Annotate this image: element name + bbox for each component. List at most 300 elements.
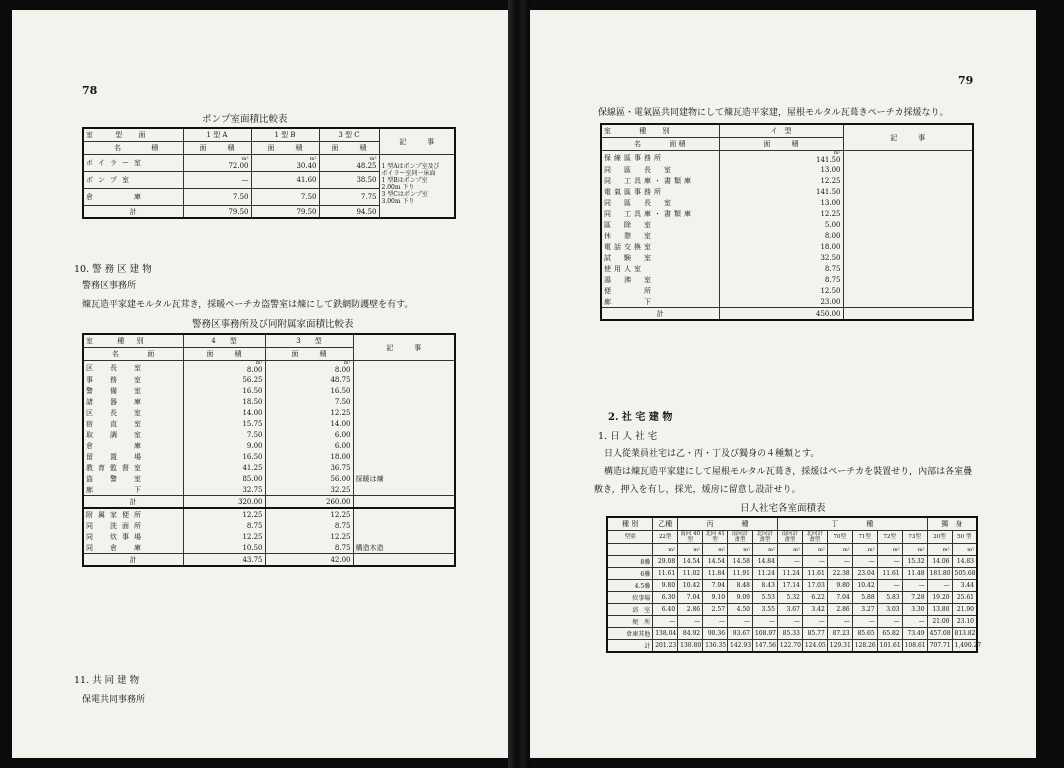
note: 構造木造	[353, 542, 455, 554]
page-number: 78	[82, 84, 98, 97]
value: —	[777, 616, 802, 628]
value: 11.24	[777, 568, 802, 580]
value: 56.00	[265, 473, 353, 484]
value: 11.61	[653, 568, 678, 580]
col-type3: 3 型	[265, 334, 353, 348]
unit: m²	[927, 544, 952, 556]
value: 43.75	[183, 554, 265, 567]
corner-cell	[83, 128, 183, 142]
unit: m²	[902, 544, 927, 556]
value: 141.50	[816, 187, 841, 196]
value: 18.50	[183, 396, 265, 407]
value: 10.50	[183, 542, 265, 554]
value-cell	[719, 151, 843, 165]
value: 130.80	[678, 640, 703, 653]
value: —	[827, 556, 852, 568]
note	[353, 451, 455, 462]
room-name: 休 憩 室	[601, 230, 719, 241]
value: 7.50	[265, 396, 353, 407]
page-number: 79	[958, 74, 974, 87]
total-label: 計	[83, 554, 183, 567]
value: —	[877, 616, 902, 628]
type-header: 南向 40型	[678, 531, 703, 544]
unit: m²	[852, 544, 877, 556]
value: 21.90	[952, 604, 977, 616]
value: 3.55	[752, 604, 777, 616]
value: 8.43	[752, 580, 777, 592]
value: 10.42	[852, 580, 877, 592]
value: 14.06	[927, 556, 952, 568]
value-cell	[183, 155, 251, 172]
value: 11.02	[678, 568, 703, 580]
value: 7.28	[902, 592, 927, 604]
col-type-i: イ 型	[719, 124, 843, 138]
note	[843, 263, 973, 274]
corner-cell	[601, 124, 719, 138]
note	[843, 151, 973, 165]
unit: m²	[827, 544, 852, 556]
value: 7.50	[183, 429, 265, 440]
corner-room: 室	[86, 337, 93, 345]
note	[353, 520, 455, 531]
value: 23.00	[820, 297, 841, 306]
col-notes: 記 事	[379, 128, 455, 155]
room-name: 同 工具庫・書類庫	[601, 175, 719, 186]
value-cell	[719, 175, 843, 186]
value: 8.75	[183, 520, 265, 531]
value: 7.94	[703, 580, 728, 592]
corner-betsu: 別	[136, 337, 144, 345]
note	[353, 396, 455, 407]
group-header: 獨 身	[927, 517, 977, 531]
value: 2.86	[678, 604, 703, 616]
value: 7.50	[251, 189, 319, 206]
room-name: ポンプ室	[83, 172, 183, 189]
room-name: 宿 直 室	[83, 418, 183, 429]
value: 124.05	[802, 640, 827, 653]
value: 23.10	[952, 616, 977, 628]
value: 6.40	[653, 604, 678, 616]
value-cell	[719, 197, 843, 208]
corner-kind: 種	[639, 127, 647, 135]
value: 12.25	[183, 531, 265, 542]
intro-text: 保線區・電氣區共同建物にして煉瓦造平家建，屋根モルタル瓦葺きペーチカ採煖なり。	[598, 108, 949, 118]
note	[843, 296, 973, 308]
value: 101.61	[877, 640, 902, 653]
note	[353, 418, 455, 429]
value: 12.25	[820, 176, 841, 185]
value: 48.75	[265, 374, 353, 385]
note	[353, 554, 455, 567]
value: 3.44	[952, 580, 977, 592]
value-cell	[719, 252, 843, 263]
value: 181.80	[927, 568, 952, 580]
value: 16.50	[265, 385, 353, 396]
group-header: 丙 種	[678, 517, 778, 531]
note	[353, 484, 455, 496]
right-page	[530, 10, 1036, 758]
value: 6.30	[653, 592, 678, 604]
value-cell	[183, 361, 265, 375]
corner-cell-2	[83, 348, 183, 361]
section-heading: 11. 共 同 建 物	[74, 675, 140, 686]
note	[843, 164, 973, 175]
section-heading: 2. 社 宅 建 物	[608, 412, 673, 423]
value: 14.00	[265, 418, 353, 429]
value: 260.00	[265, 496, 353, 509]
value-cell	[719, 274, 843, 285]
value: 12.50	[820, 286, 841, 295]
room-name: 浴 室	[607, 604, 653, 616]
note	[353, 407, 455, 418]
value: 3.42	[802, 604, 827, 616]
type-header: 20型	[927, 531, 952, 544]
housing-table-title: 日人社宅各室面積表	[740, 503, 826, 514]
value: 10.42	[678, 580, 703, 592]
col-1b: 1 型 B	[251, 128, 319, 142]
value: 11.91	[728, 568, 753, 580]
note	[843, 274, 973, 285]
type-header: 南向計畫型	[777, 531, 802, 544]
value: 29.08	[653, 556, 678, 568]
value: 23.04	[852, 568, 877, 580]
area-label: 面 積	[183, 348, 265, 361]
col-1a: 1 型 A	[183, 128, 251, 142]
value: —	[902, 580, 927, 592]
room-name: 諸 器 庫	[83, 396, 183, 407]
value: 138.04	[653, 628, 678, 640]
corner-seki: 積	[678, 140, 686, 148]
unit: m²	[833, 150, 841, 156]
value: 85.00	[183, 473, 265, 484]
type-header: 北向計畫型	[752, 531, 777, 544]
section-subheading: 警務区事務所	[82, 281, 137, 291]
value: 12.25	[820, 209, 841, 218]
value: 9.80	[653, 580, 678, 592]
value: 11.24	[752, 568, 777, 580]
value: 14.58	[728, 556, 753, 568]
value: 25.61	[952, 592, 977, 604]
total-value: 79.50	[251, 206, 319, 219]
value: 13.00	[820, 165, 841, 174]
value: 6.00	[265, 440, 353, 451]
value: 32.50	[820, 253, 841, 262]
type-header: 70型	[827, 531, 852, 544]
paragraph-line: 構造は煉瓦造平家建にして屋根モルタル瓦葺き，採煖はペーチカを裝置せり，內部は各室疊	[604, 467, 973, 477]
pump-table-title: ポンプ室面積比較表	[202, 114, 288, 125]
value-cell	[719, 308, 843, 321]
value: 5.83	[877, 592, 902, 604]
value: 87.23	[827, 628, 852, 640]
room-name: 附属家便所	[83, 508, 183, 520]
value: 11.84	[703, 568, 728, 580]
value: 14.54	[678, 556, 703, 568]
room-name: 倉 庫	[83, 189, 183, 206]
value: 14.83	[952, 556, 977, 568]
corner-men: 面	[147, 350, 155, 358]
room-name: 區 除 室	[601, 219, 719, 230]
value: 13.00	[820, 198, 841, 207]
corner-seki: 積	[151, 144, 159, 152]
value: 11.61	[802, 568, 827, 580]
value-cell	[719, 230, 843, 241]
corner-room: 室	[604, 127, 611, 135]
value: 21.00	[927, 616, 952, 628]
value: —	[877, 580, 902, 592]
corner-name: 名	[114, 144, 121, 152]
value: 72.00	[228, 161, 249, 170]
value: 6.22	[802, 592, 827, 604]
value: 12.25	[265, 531, 353, 542]
value: 5.00	[824, 220, 841, 229]
section-subheading: 保電共同事務所	[82, 695, 146, 705]
value: 1,490.27	[952, 640, 977, 653]
section-subheading: 1. 日 人 社 宅	[598, 431, 658, 442]
unit: m²	[802, 544, 827, 556]
value: 85.33	[777, 628, 802, 640]
area-label: 面 積	[719, 138, 843, 151]
room-name: 廊 下	[83, 484, 183, 496]
paragraph-line: 敷き，押入を有し，採光，煖房に留意し設計せり。	[594, 485, 801, 495]
value: 41.25	[183, 462, 265, 473]
value: 7.50	[183, 189, 251, 206]
value: 9.80	[827, 580, 852, 592]
police-table-title: 警務区事務所及び同附属家面積比較表	[192, 319, 354, 330]
note-line: 1 型Bはポンプ室	[381, 177, 428, 184]
value: —	[852, 556, 877, 568]
corner-type: 型	[115, 131, 123, 139]
value: 7.75	[319, 189, 379, 206]
value: 8.00	[246, 366, 263, 374]
police-table	[82, 333, 456, 567]
value: 38.50	[319, 172, 379, 189]
note	[353, 462, 455, 473]
room-name: 教育監督室	[83, 462, 183, 473]
pump-table	[82, 127, 456, 219]
room-name: 保線區事務所	[601, 151, 719, 165]
value: —	[752, 616, 777, 628]
value: —	[728, 616, 753, 628]
value: 9.09	[728, 592, 753, 604]
unit: m²	[877, 544, 902, 556]
note	[843, 285, 973, 296]
room-name: 8疊	[607, 556, 653, 568]
type-header: 50 型	[952, 531, 977, 544]
total-label: 計	[83, 206, 183, 219]
value: 5.88	[852, 592, 877, 604]
corner-room: 室	[86, 131, 93, 139]
value: 108.61	[902, 640, 927, 653]
note	[843, 252, 973, 263]
value: 90.36	[703, 628, 728, 640]
corner-cell-2	[601, 138, 719, 151]
value: 11.61	[877, 568, 902, 580]
corner-betsu: 別	[662, 127, 670, 135]
value-cell	[719, 285, 843, 296]
col-3c: 3 型 C	[319, 128, 379, 142]
value: 12.25	[265, 407, 353, 418]
section-text: 煉瓦造平家建モルタル瓦茸き，採暖ペーチカ盗警室は煉にして鉄網防護壁を有す。	[82, 300, 414, 310]
type-header: 73型	[902, 531, 927, 544]
value: 17.14	[777, 580, 802, 592]
corner-area: 面	[138, 131, 146, 139]
room-name: 同 洗面所	[83, 520, 183, 531]
note	[843, 197, 973, 208]
note	[843, 186, 973, 197]
section-heading: 10. 警 務 区 建 物	[74, 264, 152, 275]
pump-note	[379, 155, 455, 219]
area-label: 面 積	[251, 142, 319, 155]
room-name: 警 備 室	[83, 385, 183, 396]
type-header: 南向計畫型	[728, 531, 753, 544]
value: 17.03	[802, 580, 827, 592]
value: —	[777, 556, 802, 568]
value: 3.03	[877, 604, 902, 616]
group-header: 種 別	[607, 517, 653, 531]
room-name: 6疊	[607, 568, 653, 580]
note-line: 1 型Aはポンプ室及び	[381, 163, 440, 170]
room-name: 同 倉 庫	[83, 542, 183, 554]
room-name: 炊事場	[607, 592, 653, 604]
value: 30.40	[296, 161, 317, 170]
corner-cell-2	[83, 142, 183, 155]
value: 41.60	[251, 172, 319, 189]
value: 3.27	[852, 604, 877, 616]
unit: m²	[369, 155, 377, 162]
value: 2.57	[703, 604, 728, 616]
value: —	[678, 616, 703, 628]
room-name: 計	[607, 640, 653, 653]
type-header: 71型	[852, 531, 877, 544]
value-cell	[719, 208, 843, 219]
note: 採暖は煉	[353, 473, 455, 484]
unit: m²	[752, 544, 777, 556]
note-line: 3.00m 下り	[381, 198, 415, 205]
housing-table	[606, 516, 982, 653]
note	[843, 241, 973, 252]
unit: m²	[952, 544, 977, 556]
value-cell	[719, 219, 843, 230]
value: 505.68	[952, 568, 977, 580]
value: 2.86	[827, 604, 852, 616]
value: 8.00	[334, 366, 351, 374]
value: 8.75	[824, 264, 841, 273]
value: 65.82	[877, 628, 902, 640]
room-name: 取 調 室	[83, 429, 183, 440]
value: 9.10	[703, 592, 728, 604]
value: —	[827, 616, 852, 628]
value: 19.20	[927, 592, 952, 604]
col-notes: 記 事	[353, 334, 455, 361]
note	[353, 429, 455, 440]
total-value: 79.50	[183, 206, 251, 219]
note	[353, 531, 455, 542]
value: 8.48	[728, 580, 753, 592]
value: 56.25	[183, 374, 265, 385]
value: 707.71	[927, 640, 952, 653]
corner-name: 名	[112, 350, 119, 358]
value-cell	[719, 296, 843, 308]
unit: m²	[343, 360, 351, 366]
room-name: 同 炊事場	[83, 531, 183, 542]
value: 8.75	[265, 520, 353, 531]
unit: m²	[777, 544, 802, 556]
value: —	[877, 556, 902, 568]
room-name: 便 所	[607, 616, 653, 628]
value: 142.93	[728, 640, 753, 653]
value: 16.50	[183, 385, 265, 396]
value: 32.25	[265, 484, 353, 496]
col-notes: 記 事	[843, 124, 973, 151]
value-cell	[251, 155, 319, 172]
room-name: 便 所	[601, 285, 719, 296]
room-name: 区 長 室	[83, 407, 183, 418]
room-name: 電話交換室	[601, 241, 719, 252]
value: 12.25	[183, 508, 265, 520]
value: 15.32	[902, 556, 927, 568]
value: 8.75	[824, 275, 841, 284]
note	[353, 508, 455, 520]
room-name: 倉庫其他	[607, 628, 653, 640]
total-value: 94.50	[319, 206, 379, 219]
value: 4.50	[728, 604, 753, 616]
value: 108.97	[752, 628, 777, 640]
value: 48.25	[356, 161, 377, 170]
value: 7.04	[827, 592, 852, 604]
value: 7.04	[678, 592, 703, 604]
value: 18.00	[265, 451, 353, 462]
room-name: 事 務 室	[83, 374, 183, 385]
note	[843, 208, 973, 219]
room-name: ボイラー室	[83, 155, 183, 172]
value: 136.35	[703, 640, 728, 653]
value: 22.38	[827, 568, 852, 580]
note-line: ボイラー室同一床面	[381, 170, 436, 177]
room-name: 電氣區事務所	[601, 186, 719, 197]
value: 5.32	[777, 592, 802, 604]
value: 93.67	[728, 628, 753, 640]
unit: m²	[703, 544, 728, 556]
room-name: 同 工具庫・書類庫	[601, 208, 719, 219]
col-type4: 4 型	[183, 334, 265, 348]
value: —	[802, 556, 827, 568]
room-name: 倉 庫	[83, 440, 183, 451]
unit: m²	[678, 544, 703, 556]
paragraph: 日人從業員社宅は乙・丙・丁及び獨身の４種類とす。	[604, 449, 820, 459]
value: 450.00	[816, 309, 841, 318]
group-header: 乙種	[653, 517, 678, 531]
book-gutter	[508, 0, 530, 768]
value: 129.31	[827, 640, 852, 653]
value: 320.00	[183, 496, 265, 509]
value: 16.50	[183, 451, 265, 462]
note	[353, 440, 455, 451]
corner-kind: 種	[117, 337, 125, 345]
value: 13.80	[927, 604, 952, 616]
note	[843, 308, 973, 321]
group-header: 丁 種	[777, 517, 927, 531]
value-cell	[719, 164, 843, 175]
type-header: 北向計畫型	[802, 531, 827, 544]
value: 457.08	[927, 628, 952, 640]
room-name: 留 置 場	[83, 451, 183, 462]
value: —	[703, 616, 728, 628]
note-line: 3 型Cはポンプ室	[381, 191, 428, 198]
room-name: 湯 沸 室	[601, 274, 719, 285]
value: 73.49	[902, 628, 927, 640]
note	[353, 496, 455, 509]
value: 141.50	[816, 156, 841, 164]
